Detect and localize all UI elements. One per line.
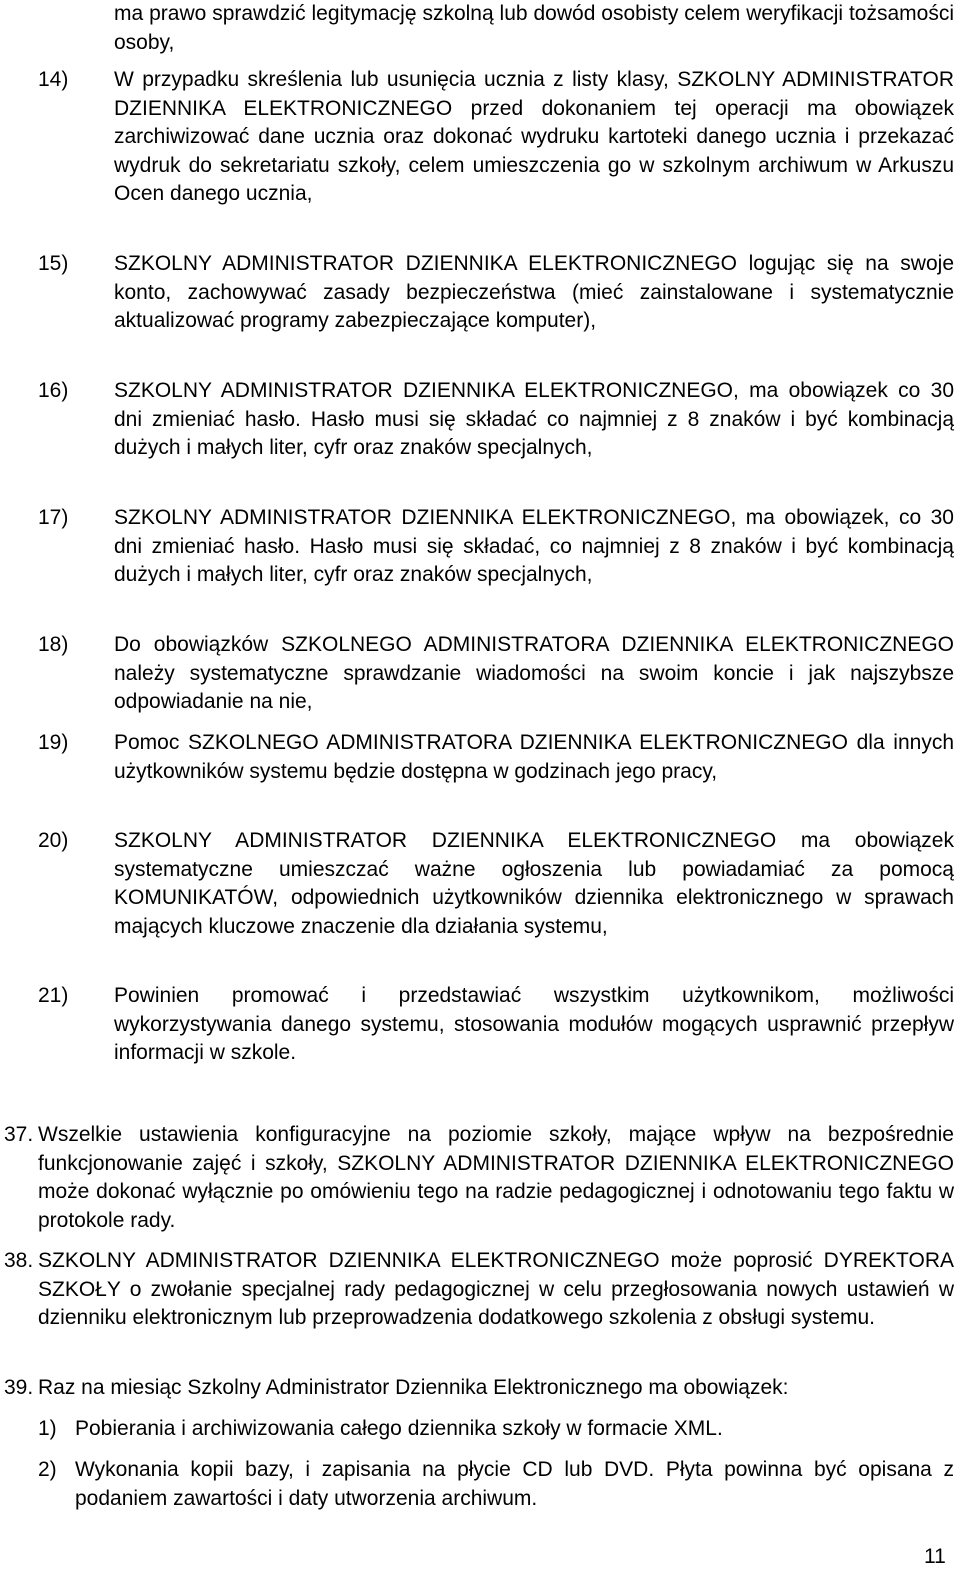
- item-15-number: 15): [38, 252, 69, 275]
- item-17-text: SZKOLNY ADMINISTRATOR DZIENNIKA ELEKTRONICZNEGO, ma obowiązek, co 30 dni zmieniać hasło. Hasło musi się składać, co najmniej z 8 znaków i być kombinacją dużych i małych liter, cyfr oraz znaków specjalnych,: [114, 506, 954, 587]
- item-14-text: W przypadku skreślenia lub usunięcia ucznia z listy klasy, SZKOLNY ADMINISTRATOR DZIENNIKA ELEKTRONICZNEGO przed dokonaniem tej operacji ma obowiązek zarchiwizować dane ucznia oraz dokonać wydruku kartoteki danego ucznia i przekazać wydruk do sekretariatu szkoły, celem umieszczenia go w szkolnym archiwum w Arkuszu Ocen danego ucznia,: [114, 68, 954, 206]
- item-16-text: SZKOLNY ADMINISTRATOR DZIENNIKA ELEKTRONICZNEGO, ma obowiązek co 30 dni zmieniać hasło. Hasło musi się składać co najmniej z 8 znaków i być kombinacją dużych i małych liter, cyfr oraz znaków specjalnych,: [114, 379, 954, 460]
- intro-continuation: ma prawo sprawdzić legitymację szkolną lub dowód osobisty celem weryfikacji tożsamości osoby,: [114, 2, 954, 54]
- item-20-text: SZKOLNY ADMINISTRATOR DZIENNIKA ELEKTRONICZNEGO ma obowiązek systematyczne umieszczać ważne ogłoszenia lub powiadamiać za pomocą KOMUNIKATÓW, odpowiednich użytkowników dziennika elektronicznego w sprawach mających kluczowe znaczenie dla działania systemu,: [114, 829, 954, 938]
- section-38-number: 38.: [4, 1249, 34, 1272]
- page-number: 11: [924, 1545, 946, 1568]
- item-18-text: Do obowiązków SZKOLNEGO ADMINISTRATORA DZIENNIKA ELEKTRONICZNEGO należy systematyczne sprawdzanie wiadomości na swoim koncie i jak najszybsze odpowiadanie na nie,: [114, 633, 954, 714]
- section-39-number: 39.: [4, 1376, 34, 1399]
- item-14-number: 14): [38, 68, 69, 91]
- subitem-2-text: Wykonania kopii bazy, i zapisania na płycie CD lub DVD. Płyta powinna być opisana z podaniem zawartości i daty utworzenia archiwum.: [75, 1458, 954, 1510]
- subitem-1-text: Pobierania i archiwizowania całego dziennika szkoły w formacie XML.: [75, 1417, 723, 1440]
- section-39-text: Raz na miesiąc Szkolny Administrator Dziennika Elektronicznego ma obowiązek:: [38, 1376, 789, 1399]
- item-15-text: SZKOLNY ADMINISTRATOR DZIENNIKA ELEKTRONICZNEGO logując się na swoje konto, zachowywać zasady bezpieczeństwa (mieć zainstalowane i systematycznie aktualizować programy zabezpieczające komputer),: [114, 252, 954, 333]
- item-19-number: 19): [38, 731, 69, 754]
- item-17-number: 17): [38, 506, 69, 529]
- item-16-number: 16): [38, 379, 69, 402]
- item-21-text: Powinien promować i przedstawiać wszystkim użytkownikom, możliwości wykorzystywania danego systemu, stosowania modułów mogących usprawnić przepływ informacji w szkole.: [114, 984, 954, 1065]
- section-38-text: SZKOLNY ADMINISTRATOR DZIENNIKA ELEKTRONICZNEGO może poprosić DYREKTORA SZKOŁY o zwołanie specjalnej rady pedagogicznej w celu przegłosowania nowych ustawień w dzienniku elektronicznym lub przeprowadzenia dodatkowego szkolenia z obsługi systemu.: [38, 1249, 954, 1330]
- subitem-2-number: 2): [38, 1458, 57, 1481]
- item-21-number: 21): [38, 984, 69, 1007]
- item-19-text: Pomoc SZKOLNEGO ADMINISTRATORA DZIENNIKA ELEKTRONICZNEGO dla innych użytkowników systemu będzie dostępna w godzinach jego pracy,: [114, 731, 954, 783]
- section-37-text: Wszelkie ustawienia konfiguracyjne na poziomie szkoły, mające wpływ na bezpośrednie funkcjonowanie zajęć i szkoły, SZKOLNY ADMINISTRATOR DZIENNIKA ELEKTRONICZNEGO może dokonać wyłącznie po omówieniu tego na radzie pedagogicznej i odnotowaniu tego faktu w protokole rady.: [38, 1123, 954, 1232]
- item-20-number: 20): [38, 829, 69, 852]
- section-37-number: 37.: [4, 1123, 34, 1146]
- item-18-number: 18): [38, 633, 69, 656]
- subitem-1-number: 1): [38, 1417, 57, 1440]
